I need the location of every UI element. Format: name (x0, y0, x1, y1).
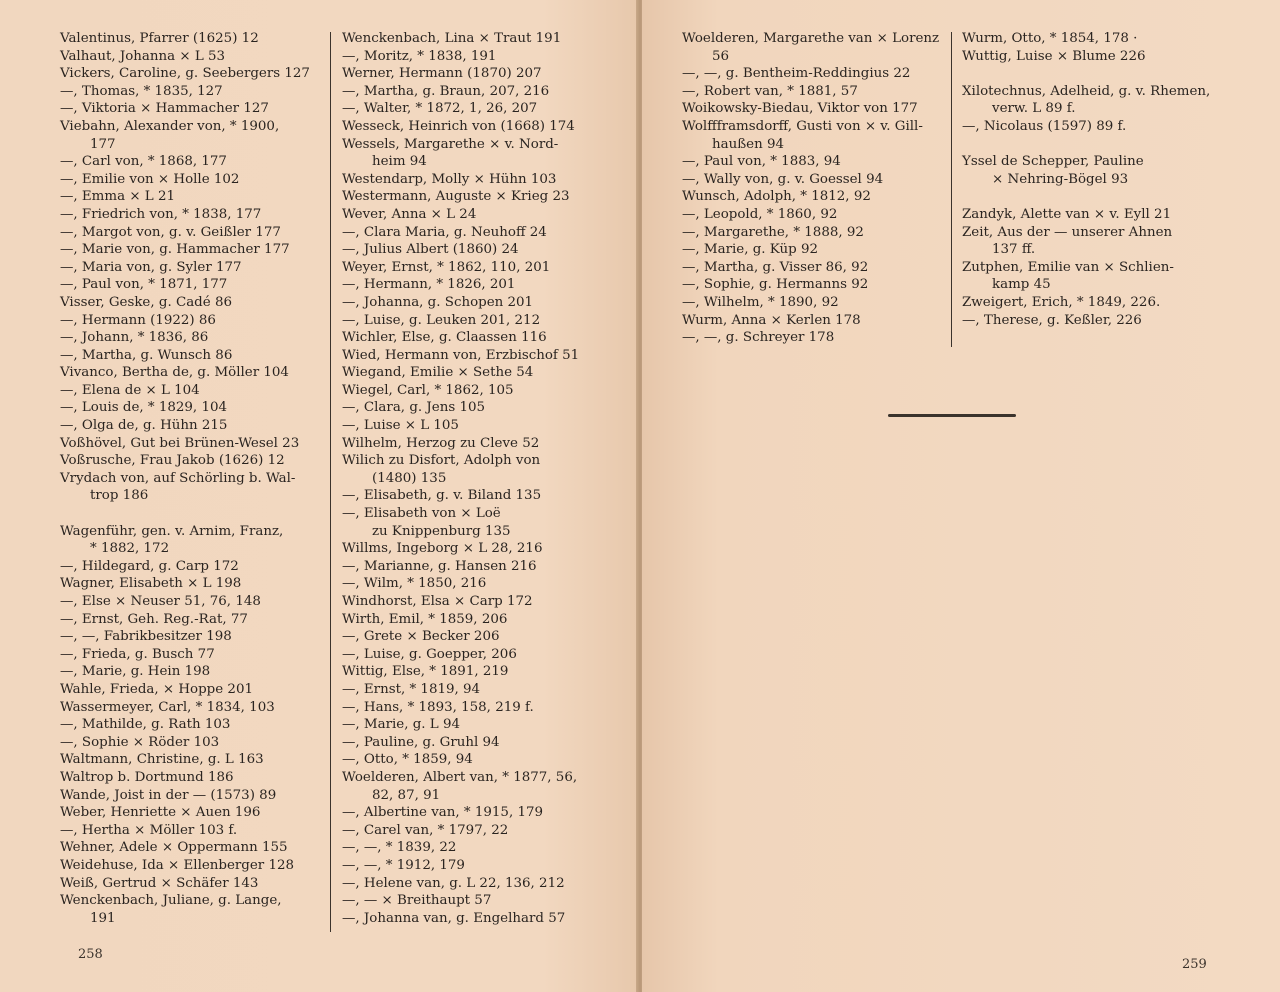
index-entry: —, Maria von, g. Syler 177 (60, 259, 242, 275)
index-entry: Woikowsky-Biedau, Viktor von 177 (682, 101, 918, 117)
index-entry: —, —, * 1912, 179 (342, 857, 465, 873)
index-entry: —, Elena de × L 104 (60, 382, 200, 398)
index-entry: —, Hildegard, g. Carp 172 (60, 558, 239, 574)
index-entry: haußen 94 (712, 136, 785, 152)
index-entry: —, Julius Albert (1860) 24 (342, 242, 519, 258)
index-entry: Westendarp, Molly × Hühn 103 (342, 171, 557, 187)
index-entry: Weyer, Ernst, * 1862, 110, 201 (342, 259, 551, 275)
index-entry: —, Friedrich von, * 1838, 177 (60, 206, 262, 222)
index-entry: Valhaut, Johanna × L 53 (60, 48, 226, 64)
page-number-left: 258 (78, 947, 103, 962)
index-entry: —, —, g. Bentheim-Reddingius 22 (682, 66, 911, 82)
section-gap (962, 136, 1210, 154)
index-entry: —, Martha, g. Visser 86, 92 (682, 259, 869, 275)
index-entry: —, Moritz, * 1838, 191 (342, 48, 497, 64)
index-entry: Xilotechnus, Adelheid, g. v. Rhemen, (962, 83, 1211, 99)
index-entry: Weidehuse, Ida × Ellenberger 128 (60, 857, 295, 873)
index-entry: —, Mathilde, g. Rath 103 (60, 717, 231, 733)
index-entry: —, Luise, g. Leuken 201, 212 (342, 312, 541, 328)
index-entry: Wilhelm, Herzog zu Cleve 52 (342, 435, 540, 451)
index-entry: —, —, * 1839, 22 (342, 840, 457, 856)
index-entry: —, Margarethe, * 1888, 92 (682, 224, 864, 240)
index-entry: Wahle, Frieda, × Hoppe 201 (60, 681, 253, 697)
index-entry: Vrydach von, auf Schörling b. Wal- (60, 470, 296, 486)
index-entry: Werner, Hermann (1870) 207 (342, 66, 542, 82)
index-entry: —, Sophie, g. Hermanns 92 (682, 277, 869, 293)
end-ornament-rule (888, 414, 1016, 417)
right-page (642, 0, 1280, 992)
section-gap (60, 505, 310, 523)
index-entry: Yssel de Schepper, Pauline (962, 154, 1144, 170)
index-entry: Wilich zu Disfort, Adolph von (342, 453, 541, 469)
column-divider (330, 32, 331, 932)
page-number-right: 259 (1182, 957, 1207, 972)
index-entry: —, Otto, * 1859, 94 (342, 752, 473, 768)
index-entry: —, Helene van, g. L 22, 136, 212 (342, 875, 565, 891)
index-entry: Wiegand, Emilie × Sethe 54 (342, 365, 534, 381)
index-entry: —, Johanna, g. Schopen 201 (342, 294, 534, 310)
index-entry: —, Marianne, g. Hansen 216 (342, 558, 537, 574)
index-entry: —, Walter, * 1872, 1, 26, 207 (342, 101, 538, 117)
index-entry: —, Albertine van, * 1915, 179 (342, 805, 544, 821)
index-entry: —, Thomas, * 1835, 127 (60, 83, 223, 99)
index-entry: —, Wilhelm, * 1890, 92 (682, 294, 839, 310)
index-entry: —, Else × Neuser 51, 76, 148 (60, 594, 261, 609)
index-entry: —, Olga de, g. Hühn 215 (60, 418, 228, 434)
index-entry: —, Sophie × Röder 103 (60, 734, 220, 750)
section-gap (962, 188, 1210, 206)
index-entry: 56 (712, 48, 730, 64)
index-entry: —, — × Breithaupt 57 (342, 893, 492, 909)
index-entry: —, Johann, * 1836, 86 (60, 330, 209, 346)
index-entry: Zweigert, Erich, * 1849, 226. (962, 294, 1161, 310)
index-entry: —, Emilie von × Holle 102 (60, 171, 240, 187)
index-entry: Wesseck, Heinrich von (1668) 174 (342, 118, 575, 134)
index-entry: —, Pauline, g. Gruhl 94 (342, 734, 500, 750)
index-entry: —, Marie von, g. Hammacher 177 (60, 242, 290, 258)
index-entry: Zandyk, Alette van × v. Eyll 21 (962, 206, 1172, 222)
index-entry: Wied, Hermann von, Erzbischof 51 (342, 347, 580, 363)
index-entry: Wunsch, Adolph, * 1812, 92 (682, 189, 871, 205)
index-entry: Weber, Henriette × Auen 196 (60, 805, 261, 821)
index-entry: —, Margot von, g. v. Geißler 177 (60, 224, 281, 240)
index-entry: —, Luise, g. Goepper, 206 (342, 646, 517, 662)
index-entry: —, Therese, g. Keßler, 226 (962, 312, 1142, 328)
index-entry: Waltmann, Christine, g. L 163 (60, 752, 264, 768)
index-entry: Wichler, Else, g. Claassen 116 (342, 330, 547, 346)
index-entry: —, Leopold, * 1860, 92 (682, 206, 838, 222)
index-entry: Valentinus, Pfarrer (1625) 12 (60, 31, 259, 46)
index-entry: —, Grete × Becker 206 (342, 629, 500, 645)
index-entry: Windhorst, Elsa × Carp 172 (342, 594, 533, 609)
index-entry: —, Viktoria × Hammacher 127 (60, 101, 269, 117)
index-entry: Viebahn, Alexander von, * 1900, (60, 118, 280, 134)
index-entry: Wurm, Anna × Kerlen 178 (682, 312, 861, 328)
index-entry: Wittig, Else, * 1891, 219 (342, 664, 509, 680)
index-entry: —, Hertha × Möller 103 f. (60, 822, 238, 838)
index-entry: Westermann, Auguste × Krieg 23 (342, 189, 570, 205)
index-entry: Zeit, Aus der — unserer Ahnen (962, 224, 1173, 240)
index-entry: Woelderen, Albert van, * 1877, 56, (342, 769, 578, 785)
index-entry: —, Elisabeth von × Loë (342, 506, 501, 522)
index-column-left-1 (60, 30, 310, 927)
index-entry: —, —, g. Schreyer 178 (682, 330, 835, 346)
index-entry: —, Martha, g. Braun, 207, 216 (342, 83, 550, 99)
index-entry: Voßrusche, Frau Jakob (1626) 12 (60, 453, 285, 469)
index-entry: Visser, Geske, g. Cadé 86 (60, 294, 232, 310)
index-entry: Vickers, Caroline, g. Seebergers 127 (60, 66, 310, 82)
index-entry: —, Hermann (1922) 86 (60, 312, 216, 328)
left-page (0, 0, 638, 992)
index-entry: Wiegel, Carl, * 1862, 105 (342, 382, 514, 398)
index-entry: × Nehring-Bögel 93 (992, 171, 1129, 187)
index-entry: —, Robert van, * 1881, 57 (682, 83, 858, 99)
index-column-right-1 (682, 30, 939, 347)
index-entry: Wessels, Margarethe × v. Nord- (342, 136, 559, 152)
index-entry: Wande, Joist in der — (1573) 89 (60, 787, 277, 803)
column-divider (951, 32, 952, 347)
index-entry: —, Carel van, * 1797, 22 (342, 822, 509, 838)
index-entry: Wagner, Elisabeth × L 198 (60, 576, 242, 592)
index-entry: —, Emma × L 21 (60, 189, 175, 205)
index-entry: Wenckenbach, Lina × Traut 191 (342, 31, 562, 46)
index-column-left-2 (342, 30, 579, 927)
index-entry: —, Marie, g. L 94 (342, 717, 460, 733)
index-entry: Weiß, Gertrud × Schäfer 143 (60, 875, 259, 891)
index-entry: —, Luise × L 105 (342, 418, 459, 434)
index-entry: —, Hermann, * 1826, 201 (342, 277, 516, 293)
index-entry: Zutphen, Emilie van × Schlien- (962, 259, 1174, 275)
index-entry: —, Clara, g. Jens 105 (342, 400, 486, 416)
section-gap (962, 65, 1210, 83)
index-entry: Willms, Ingeborg × L 28, 216 (342, 541, 543, 557)
index-entry: (1480) 135 (372, 470, 447, 486)
index-entry: —, —, Fabrikbesitzer 198 (60, 629, 232, 645)
index-entry: —, Hans, * 1893, 158, 219 f. (342, 699, 534, 715)
index-entry: —, Frieda, g. Busch 77 (60, 646, 215, 662)
index-entry: —, Johanna van, g. Engelhard 57 (342, 910, 566, 926)
index-entry: —, Wilm, * 1850, 216 (342, 576, 487, 592)
index-entry: 137 ff. (992, 242, 1036, 258)
index-entry: —, Marie, g. Hein 198 (60, 664, 211, 680)
index-entry: Voßhövel, Gut bei Brünen-Wesel 23 (60, 435, 300, 451)
index-entry: —, Wally von, g. v. Goessel 94 (682, 171, 884, 187)
index-entry: —, Paul von, * 1883, 94 (682, 154, 841, 170)
index-entry: —, Ernst, * 1819, 94 (342, 681, 481, 697)
index-entry: 191 (90, 910, 116, 926)
index-column-right-2 (962, 30, 1210, 329)
index-entry: —, Marie, g. Küp 92 (682, 242, 819, 258)
index-entry: Woelderen, Margarethe van × Lorenz (682, 31, 940, 46)
index-entry: —, Carl von, * 1868, 177 (60, 154, 227, 170)
index-entry: Wassermeyer, Carl, * 1834, 103 (60, 699, 275, 715)
index-entry: —, Clara Maria, g. Neuhoff 24 (342, 224, 547, 240)
index-entry: zu Knippenburg 135 (372, 523, 511, 539)
index-entry: Vivanco, Bertha de, g. Möller 104 (60, 365, 289, 381)
index-entry: verw. L 89 f. (992, 101, 1076, 117)
index-entry: Wenckenbach, Juliane, g. Lange, (60, 893, 282, 909)
index-entry: 82, 87, 91 (372, 787, 441, 803)
index-entry: Waltrop b. Dortmund 186 (60, 769, 234, 785)
index-entry: Wirth, Emil, * 1859, 206 (342, 611, 508, 627)
index-entry: —, Elisabeth, g. v. Biland 135 (342, 488, 542, 504)
index-entry: * 1882, 172 (90, 541, 170, 557)
index-entry: trop 186 (90, 488, 149, 504)
index-entry: kamp 45 (992, 277, 1051, 293)
index-entry: —, Paul von, * 1871, 177 (60, 277, 228, 293)
index-entry: Wuttig, Luise × Blume 226 (962, 48, 1146, 64)
index-entry: Wagenführ, gen. v. Arnim, Franz, (60, 523, 284, 539)
index-entry: —, Nicolaus (1597) 89 f. (962, 118, 1127, 134)
index-entry: —, Louis de, * 1829, 104 (60, 400, 228, 416)
index-entry: Wurm, Otto, * 1854, 178 · (962, 31, 1138, 46)
index-entry: —, Ernst, Geh. Reg.-Rat, 77 (60, 611, 248, 627)
index-entry: Wever, Anna × L 24 (342, 206, 477, 222)
index-entry: Wolffframsdorff, Gusti von × v. Gill- (682, 118, 923, 134)
index-entry: heim 94 (372, 154, 427, 170)
index-entry: 177 (90, 136, 116, 152)
index-entry: —, Martha, g. Wunsch 86 (60, 347, 233, 363)
index-entry: Wehner, Adele × Oppermann 155 (60, 840, 288, 856)
